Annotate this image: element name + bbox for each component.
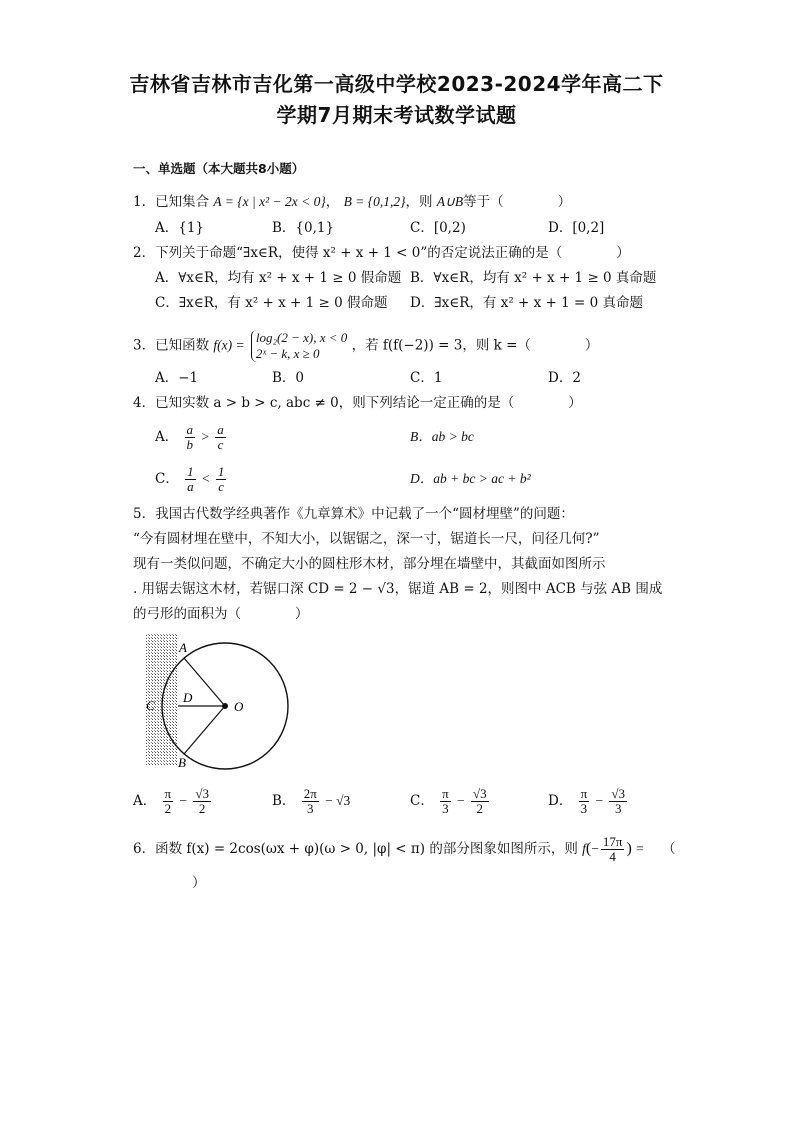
question-1-option-a[interactable]: A．{1} (155, 220, 205, 236)
fraction: $\frac{1}{c}$ (217, 464, 225, 494)
doc-title-line1: 吉林省吉林市吉化第一高级中学校2023-2024学年高二下 (129, 72, 664, 96)
question-5-line-5: 的弓形的面积为（ ） (133, 606, 309, 622)
fraction: $\frac{1}{a}$ (187, 464, 194, 494)
question-5-line-2: “今有圆材埋在壁中，不知大小，以锯锯之，深一寸，锯道长一尺，问径几何?” (133, 531, 600, 547)
question-3-stem: 3．已知函数 f(x) = log₂(2 − x), x < 0 2ˣ − k, x ≥ 0 ，若 f(f(−2)) = 3，则 k =（ ） (133, 330, 599, 361)
question-1-option-c[interactable]: C．[0,2) (410, 220, 466, 236)
fraction: $\frac{√3}{3}$ (611, 786, 626, 816)
piecewise-function: log₂(2 − x), x < 0 2ˣ − k, x ≥ 0 (251, 330, 347, 362)
fraction: $\frac{2\pi}{3}$ (303, 786, 317, 816)
label-c: C (146, 698, 155, 713)
section-heading: 一、单选题（本大题共8小题） (133, 161, 305, 176)
question-3-option-a[interactable]: A．−1 (155, 370, 199, 386)
label-d: D (183, 690, 193, 705)
question-5-line-1: 5．我国古代数学经典著作《九章算术》中记载了一个“圆材埋壁”的问题： (133, 506, 574, 522)
question-2-option-c[interactable]: C．∃x∈R，有 x² + x + 1 ≥ 0 假命题 (155, 295, 388, 311)
doc-title-line2: 学期7月期末考试数学试题 (276, 103, 517, 127)
fraction: $\frac{\pi}{2}$ (164, 786, 172, 816)
question-4-option-a[interactable]: A． $\frac{a}{b}$ > $\frac{a}{c}$ (155, 422, 224, 452)
fraction: $\frac{√3}{2}$ (195, 786, 209, 816)
question-4-option-c[interactable]: C． $\frac{1}{a}$ < $\frac{1}{c}$ (155, 464, 225, 494)
question-3-option-d[interactable]: D．2 (548, 370, 581, 386)
fraction: $\frac{a}{c}$ (217, 422, 224, 452)
fraction: $\frac{\pi}{3}$ (580, 786, 588, 816)
label-o: O (234, 699, 244, 714)
question-2-stem: 2．下列关于命题“∃x∈R，使得 x² + x + 1 < 0”的否定说法正确的是（ ） (133, 245, 630, 261)
fraction: $\frac{√3}{2}$ (472, 786, 487, 816)
center-point-o (222, 703, 228, 709)
question-1-stem: 1．已知集合 A = {x | x² − 2x < 0}， B = {0,1,2}，则 A∪B等于（ ） (133, 194, 572, 210)
question-5-option-d[interactable]: D． $\frac{\pi}{3}$ − $\frac{√3}{3}$ (548, 786, 626, 816)
question-1-option-d[interactable]: D．[0,2] (548, 220, 605, 236)
question-2-option-a[interactable]: A．∀x∈R，均有 x² + x + 1 ≥ 0 假命题 (155, 270, 402, 286)
question-6-answer-paren: ） (192, 875, 206, 891)
question-2-option-b[interactable]: B．∀x∈R，均有 x² + x + 1 ≥ 0 真命题 (410, 270, 657, 286)
fraction: $\frac{a}{b}$ (186, 422, 194, 452)
label-b: B (178, 755, 186, 770)
question-1-option-b[interactable]: B．{0,1} (272, 220, 335, 236)
question-6-stem: 6．函数 f(x) = 2cos(ωx + φ)(ω > 0, |φ| < π) 的部分图象如图所示，则 f(− $\frac{17\pi}{4}$ ) = （ (133, 834, 676, 864)
question-5-option-c[interactable]: C． $\frac{\pi}{3}$ − $\frac{√3}{2}$ (410, 786, 487, 816)
question-5-line-4: . 用锯去锯这木材，若锯口深 CD = 2 − √3，锯道 AB = 2，则图中 ACB 与弦 AB 围成 (133, 581, 663, 597)
question-5-option-a[interactable]: A． $\frac{\pi}{2}$ − $\frac{√3}{2}$ (133, 786, 209, 816)
question-2-option-d[interactable]: D．∃x∈R，有 x² + x + 1 = 0 真命题 (410, 295, 644, 311)
question-4-option-d[interactable]: D．ab + bc > ac + b² (410, 471, 531, 486)
fraction: $\frac{\pi}{3}$ (442, 786, 449, 816)
fraction: $\frac{17\pi}{4}$ (602, 834, 623, 864)
question-4-option-b[interactable]: B．ab > bc (410, 429, 474, 444)
question-4-stem: 4．已知实数 a > b > c, abc ≠ 0，则下列结论一定正确的是（ ） (133, 395, 582, 411)
radius-ob (184, 706, 225, 754)
question-3-option-c[interactable]: C．1 (410, 370, 443, 386)
question-3-option-b[interactable]: B．0 (272, 370, 305, 386)
question-5-option-b[interactable]: B． $\frac{2\pi}{3}$ − √3 (272, 786, 351, 816)
circle-in-wall-figure (140, 632, 300, 772)
question-5-line-3: 现有一类似问题，不确定大小的圆柱形木材，部分埋在墙壁中，其截面如图所示 (133, 556, 606, 572)
label-a: A (179, 640, 187, 655)
